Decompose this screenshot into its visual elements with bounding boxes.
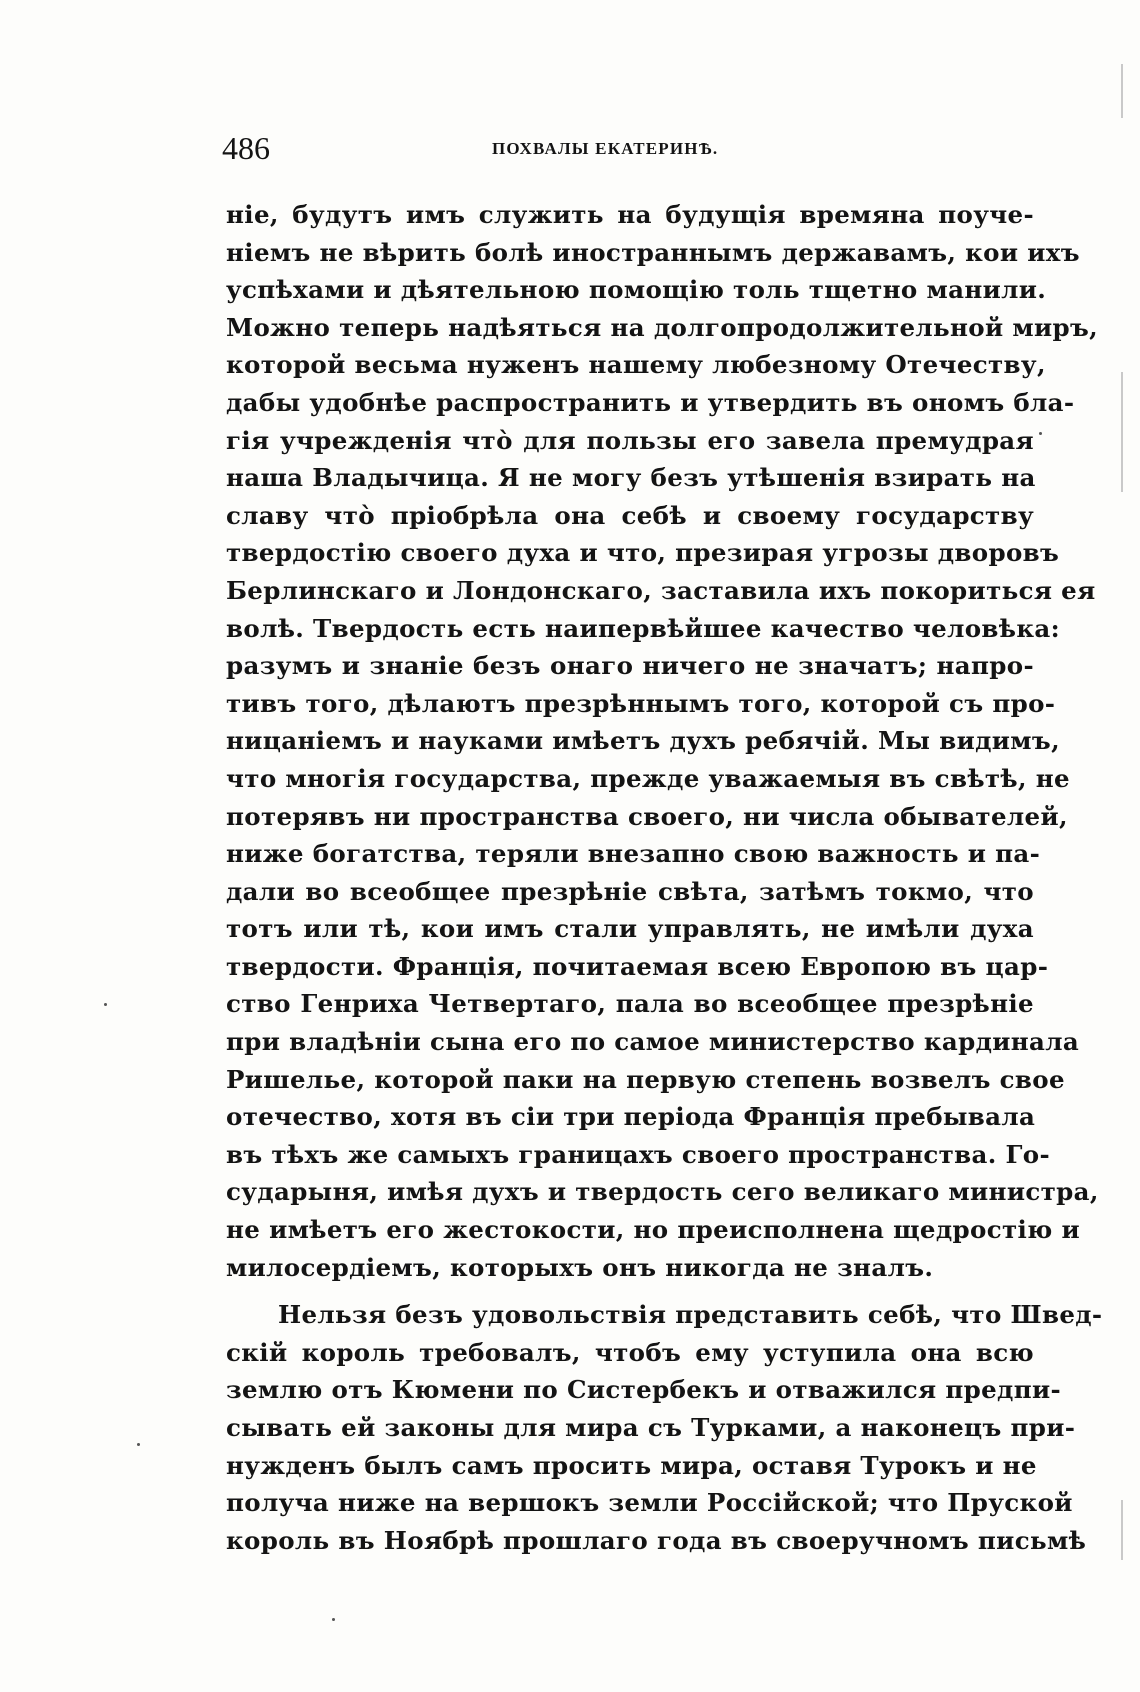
- text-line: землю отъ Кюмени по Систербекъ и отважился предпи-: [226, 1375, 1062, 1405]
- text-line: скій король требовалъ, чтобъ ему уступила она всю: [226, 1337, 1034, 1367]
- paragraph-1: [226, 196, 1099, 1286]
- body-text: [226, 196, 1103, 1559]
- text-line: тивъ того, дѣлаютъ презрѣннымъ того, которой съ про-: [226, 688, 1056, 718]
- text-line: гія учрежденія что̀ для пользы его завела премудрая: [226, 425, 1034, 455]
- text-line: въ тѣхъ же самыхъ границахъ своего пространства. Го-: [226, 1139, 1051, 1169]
- text-line: наша Владычица. Я не могу безъ утѣшенія взирать на: [226, 463, 1036, 493]
- text-line: сывать ей законы для мира съ Турками, а наконецъ при-: [226, 1413, 1076, 1442]
- scan-speck: [137, 1443, 140, 1446]
- running-head: [222, 128, 1032, 168]
- text-line: сударыня, имѣя духъ и твердость сего великаго министра,: [226, 1177, 1099, 1207]
- text-line: ніе, будутъ имъ служить на будущія времяна поуче-: [226, 200, 1034, 229]
- running-title: ПОХВАЛЫ ЕКАТЕРИНѢ.: [492, 139, 719, 158]
- paragraph-2: [226, 1296, 1103, 1559]
- scan-speck: [1039, 432, 1042, 435]
- text-line: волѣ. Твердость есть наипервѣйшее качество человѣка:: [226, 613, 1061, 643]
- text-line: дали во всеобщее презрѣніе свѣта, затѣмъ токмо, что: [226, 876, 1034, 906]
- text-line: твердостію своего духа и что, презирая угрозы дворовъ: [226, 538, 1060, 568]
- text-line: разумъ и знаніе безъ онаго ничего не значатъ; напро-: [226, 651, 1034, 681]
- text-line: получа ниже на вершокъ земли Россійской; что Пруской: [226, 1488, 1073, 1518]
- page-number: 486: [222, 130, 270, 166]
- scan-speck: [332, 1618, 335, 1621]
- margin-rule: [1121, 64, 1123, 118]
- text-line: тотъ или тѣ, кои имъ стали управлять, не имѣли духа: [226, 914, 1034, 944]
- text-line: нужденъ былъ самъ просить мира, оставя Турокъ и не: [226, 1450, 1037, 1480]
- scan-speck: [104, 1003, 107, 1006]
- text-line: Ришелье, которой паки на первую степень возвелъ свое: [226, 1064, 1065, 1094]
- text-line: не имѣетъ его жестокости, но преисполнена щедростію и: [226, 1215, 1081, 1245]
- paragraph-gap: [226, 1286, 1034, 1296]
- text-line: ство Генриха Четвертаго, пала во всеобщее презрѣніе: [226, 989, 1034, 1019]
- text-line: ніемъ не вѣрить болѣ иностраннымъ державамъ, кои ихъ: [226, 237, 1080, 267]
- text-line: король въ Ноябрѣ прошлаго года въ своеручномъ письмѣ: [226, 1525, 1087, 1555]
- text-line: Берлинскаго и Лондонскаго, заставила ихъ покориться ея: [226, 575, 1096, 605]
- text-line: успѣхами и дѣятельною помощію толь тщетно манили.: [226, 275, 1047, 305]
- text-line: что многія государства, прежде уважаемыя въ свѣтѣ, не: [226, 763, 1070, 793]
- text-line: ницаніемъ и науками имѣетъ духъ ребячій. Мы видимъ,: [226, 726, 1060, 756]
- text-line: славу что̀ пріобрѣла она себѣ и своему государству: [226, 500, 1034, 530]
- text-line: ниже богатства, теряли внезапно свою важность и па-: [226, 839, 1041, 869]
- text-line: дабы удобнѣе распространить и утвердить въ ономъ бла-: [226, 387, 1075, 417]
- text-line: отечество, хотя въ сіи три періода Франція пребывала: [226, 1102, 1036, 1132]
- text-line: твердости. Франція, почитаемая всею Европою въ цар-: [226, 951, 1049, 981]
- text-line: милосердіемъ, которыхъ онъ никогда не зналъ.: [226, 1252, 934, 1282]
- margin-rule: [1121, 1500, 1123, 1560]
- text-line: Нельзя безъ удовольствія представить себѣ, что Швед-: [278, 1300, 1103, 1330]
- text-line: потерявъ ни пространства своего, ни числа обывателей,: [226, 801, 1068, 831]
- text-line: при владѣніи сына его по самое министерство кардинала: [226, 1027, 1080, 1057]
- text-line: Можно теперь надѣяться на долгопродолжительной миръ,: [226, 312, 1099, 342]
- margin-rule: [1121, 372, 1123, 492]
- text-line: которой весьма нуженъ нашему любезному Отечеству,: [226, 350, 1046, 380]
